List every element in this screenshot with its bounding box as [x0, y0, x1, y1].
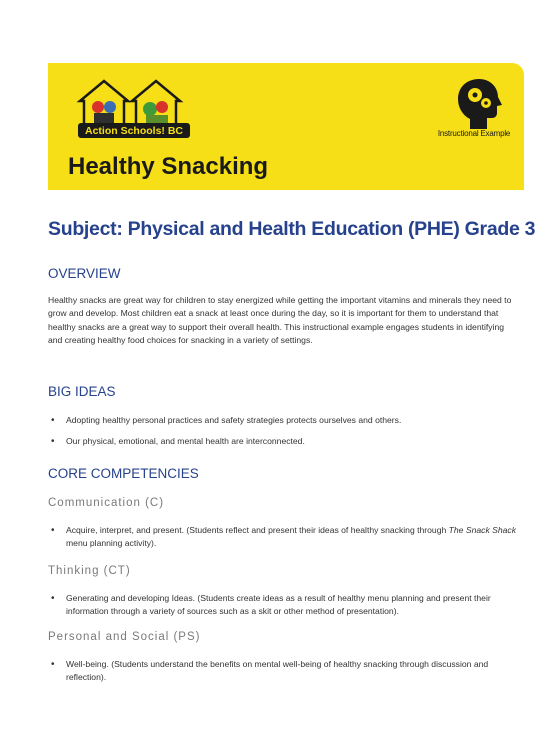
core-competencies-heading: CORE COMPETENCIES [48, 466, 199, 481]
big-ideas-list [48, 414, 518, 457]
list-item [48, 524, 518, 551]
header-banner [48, 63, 524, 190]
communication-text-end: menu planning activity). [66, 538, 157, 549]
communication-heading: Communication (C) [48, 497, 165, 509]
communication-text: Acquire, interpret, and present. (Students reflect and present their ideas of healthy snacking through [66, 525, 449, 535]
personal-social-list [48, 658, 518, 693]
page-title: Healthy Snacking [68, 153, 269, 180]
logo-text: Action Schools! BC [84, 125, 184, 137]
head-gears-icon [450, 75, 506, 131]
thinking-list [48, 592, 518, 627]
snack-shack-title: The Snack Shack [448, 525, 517, 535]
house-icon-left [80, 81, 128, 125]
big-ideas-heading: BIG IDEAS [48, 384, 116, 399]
overview-text: Healthy snacks are great way for children to stay energized while getting the important vitamins and minerals they need to grow and develop. Most children eat a snack at least once during the day, so it is important for them to understand that healthy snacks are a great way to support their overall health. This instructional example engages students in identifying and creating healthy food choices for snacking in a variety of settings. [48, 295, 512, 346]
list-item: • Generating and developing Ideas. (Students create ideas as a result of healthy menu planning and present their information through a variety of sources such as a skit or other method of presentation). [48, 592, 518, 619]
instructional-example-badge: Instructional Example [437, 129, 511, 138]
list-item: • Adopting healthy personal practices and safety strategies protects ourselves and others. [48, 414, 518, 427]
thinking-heading: Thinking (CT) [48, 565, 131, 577]
communication-list [48, 524, 518, 559]
personal-social-heading: Personal and Social (PS) [48, 631, 201, 643]
house-icon-right [132, 81, 180, 125]
overview-heading: OVERVIEW [48, 266, 121, 281]
list-item: • Our physical, emotional, and mental health are interconnected. [48, 435, 518, 448]
action-schools-logo [72, 77, 194, 139]
list-item: • Well-being. (Students understand the benefits on mental well-being of healthy snacking through discussion and reflection). [48, 658, 518, 685]
subject-heading: Subject: Physical and Health Education (PHE) Grade 3 [48, 218, 536, 240]
